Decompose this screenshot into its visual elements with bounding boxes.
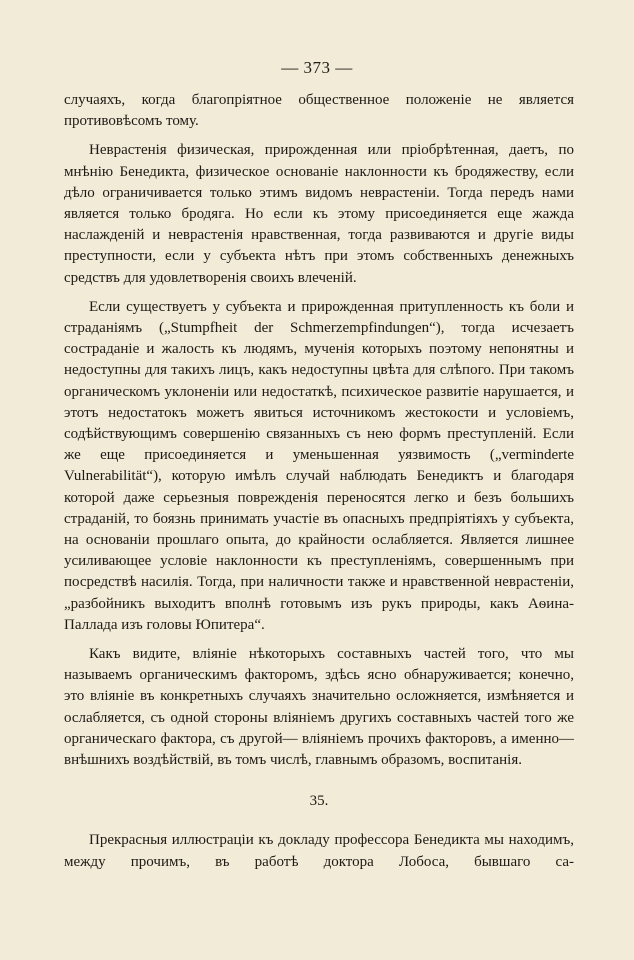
paragraph-organic-factor: Какъ видите, вліяніе нѣкоторыхъ составныхъ частей того, что мы называемъ органическимъ факторомъ, здѣсь ясно обнаруживается; конечно, это вліяніе въ конкретныхъ случаяхъ значительно осложняется, измѣняется и ослабляется, съ одной стороны вліяніемъ другихъ составныхъ частей того же органическаго фактора, съ другой— вліяніемъ прочихъ факторовъ, а именно—внѣшнихъ воздѣйствій, въ томъ числѣ, главнымъ образомъ, воспитанія. [64,646,574,769]
main-text [64,90,574,873]
paragraph-continuation: случаяхъ, когда благопріятное общественное положеніе не является противовѣсомъ тому. [64,92,574,130]
section-number: 35. [309,793,329,810]
paragraph-section-start: Прекрасныя иллюстраціи къ докладу профессора Бенедикта мы находимъ, между прочимъ, въ работѣ доктора Лобоса, бывшаго са- [64,832,574,870]
page-number: — 373 — [281,58,353,77]
paragraph-insensitivity-to-pain: Если существуетъ у субъекта и прирожденная притупленность къ боли и страданіямъ („Stumpfheit der Schmerzempfindungen“), тогда исчезаетъ состраданіе и жалость къ людямъ, мученія которыхъ поэтому непонятны и недоступны для такихъ лицъ, какъ недоступны цвѣта для слѣпого. При такомъ органическомъ уклоненіи или недостаткѣ, психическое развитіе нарушается, и этотъ недостатокъ можетъ явиться источникомъ жестокости и условіемъ, содѣйствующимъ совершенію связанныхъ съ нею формъ преступленій. Если же еще присоединяется и уменьшенная уязвимость („verminderte Vulnerabilität“), которую имѣлъ случай наблюдать Бенедиктъ и благодаря которой даже серьезныя поврежденія переносятся легко и безъ большихъ страданій, то боязнь принимать участіе въ опасныхъ предпріятіяхъ у субъекта, на основаніи прошлаго опыта, до крайности ослабляется. Является лишнее усиливающее условіе наклонности къ преступленіямъ, совершеннымъ при посредствѣ насилія. Тогда, при наличности также и нравственной неврастеніи, „разбойникъ выходитъ вполнѣ готовымъ изъ рукъ природы, какъ Аѳина-Паллада изъ головы Юпитера“. [64,298,574,633]
paragraph-physical-neurasthenia: Неврастенія физическая, прирожденная или пріобрѣтенная, даетъ, по мнѣнію Бенедикта, физическое основаніе наклонности къ бродяжеству, если дѣло ограничивается только этимъ видомъ неврастеніи. Тогда передъ нами является только бродяга. Но если къ этому присоединяется еще жажда наслажденій и неврастенія нравственная, тогда развиваются и другіе виды преступности, если у субъекта нѣтъ при этомъ собственныхъ денежныхъ средствъ для удовлетворенія своихъ влеченій. [64,142,574,286]
